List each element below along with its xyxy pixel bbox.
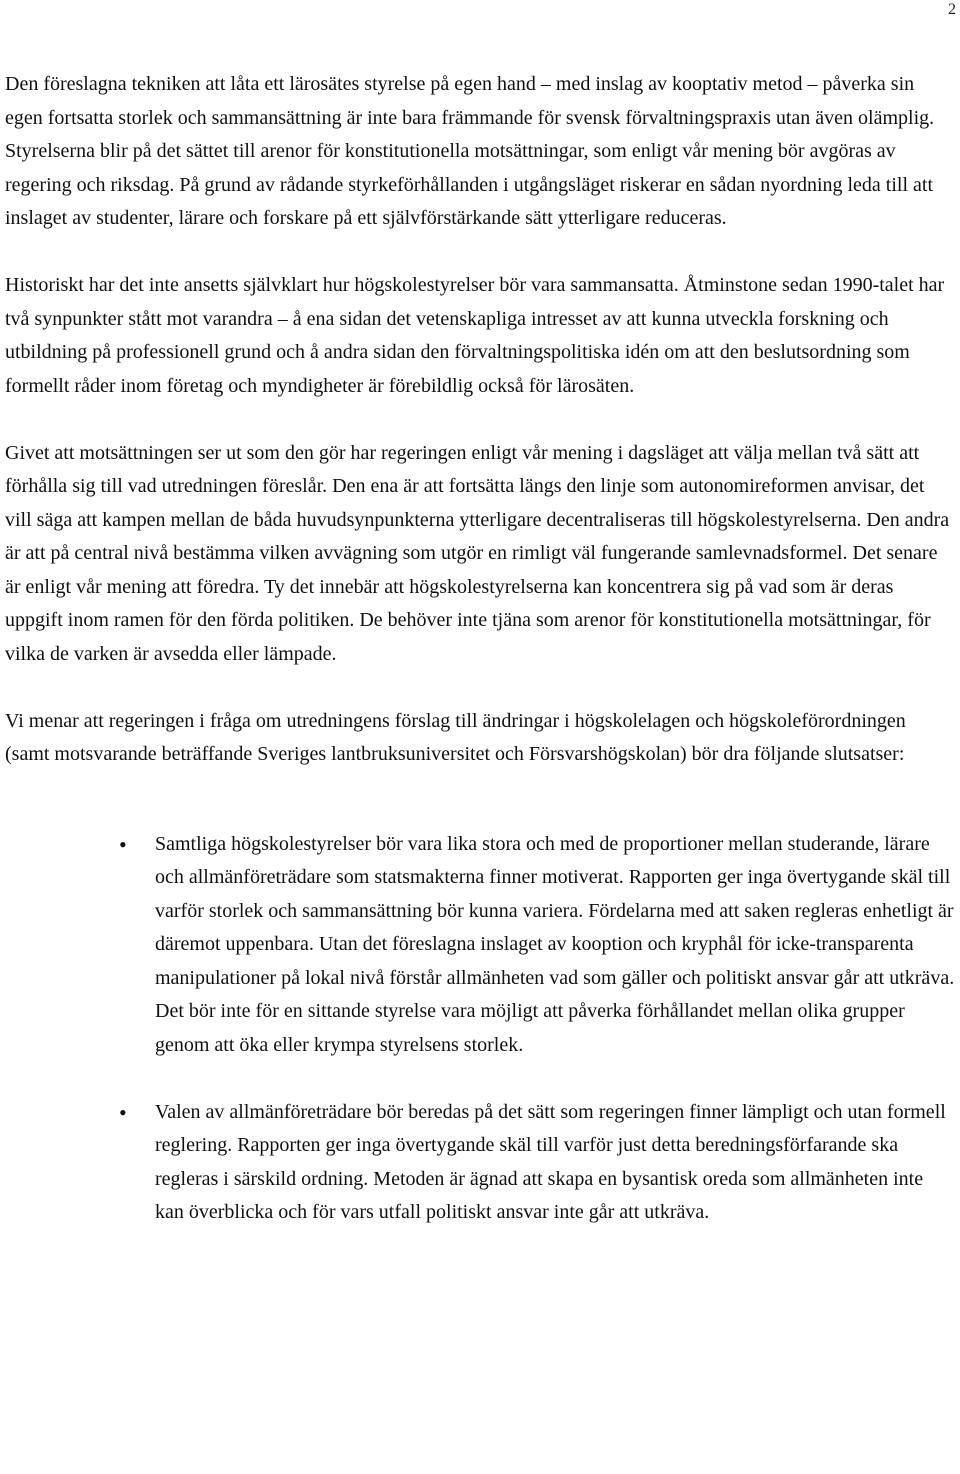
list-item [5, 828, 955, 1063]
list-item [5, 1096, 955, 1230]
bullet-icon: • [119, 831, 127, 857]
paragraph-2: Historiskt har det inte ansetts självklart hur högskolestyrelser bör vara sammansatta. Åtminstone sedan 1990-talet har två synpunkter stått mot varandra – å ena sidan det vetenskapliga intresset av att kunna utveckla forskning och utbildning på professionell grund och å andra sidan den förvaltningspolitiska idén om att den beslutsordning som formellt råder inom företag och myndigheter är förebildlig också för lärosäten. [5, 274, 945, 397]
paragraph-1: Den föreslagna tekniken att låta ett lärosätes styrelse på egen hand – med inslag av kooptativ metod – påverka sin egen fortsatta storlek och sammansättning är inte bara främmande för svensk förvaltningspraxis utan även olämplig. Styrelserna blir på det sättet till arenor för konstitutionella motsättningar, som enligt vår mening bör avgöras av regering och riksdag. På grund av rådande styrkeförhållanden i utgångsläget riskerar en sådan nyordning leda till att inslaget av studenter, lärare och forskare på ett självförstärkande sätt ytterligare reduceras. [5, 73, 935, 229]
list-item-text: Valen av allmänföreträdare bör beredas på det sätt som regeringen finner lämpligt och utan formell reglering. Rapporten ger inga övertygande skäl till varför just detta beredningsförfarande ska regleras i särskild ordning. Metoden är ägnad att skapa en bysantisk oreda som allmänheten inte kan överblicka och för vars utfall politiskt ansvar inte går att utkräva. [155, 1100, 946, 1223]
paragraph-3: Givet att motsättningen ser ut som den gör har regeringen enligt vår mening i dagsläget att välja mellan två sätt att förhålla sig till vad utredningen föreslår. Den ena är att fortsätta längs den linje som autonomireformen anvisar, det vill säga att kampen mellan de båda huvudsynpunkterna ytterligare decentraliseras till högskolestyrelserna. Den andra är att på central nivå bestämma vilken avvägning som utgör en rimligt väl fungerande samlevnadsformel. Det senare är enligt vår mening att föredra. Ty det innebär att högskolestyrelserna kan koncentrera sig på vad som är deras uppgift inom ramen för den förda politiken. De behöver inte tjäna som arenor för konstitutionella motsättningar, för vilka de varken är avsedda eller lämpade. [5, 441, 950, 665]
document-body [5, 68, 955, 1263]
page-number: 2 [948, 1, 956, 18]
conclusions-list [5, 828, 955, 1230]
list-item-text: Samtliga högskolestyrelser bör vara lika stora och med de proportioner mellan studerande, lärare och allmänföreträdare som statsmakterna finner motiverat. Rapporten ger inga övertygande skäl till varför storlek och sammansättning bör kunna variera. Fördelarna med att saken regleras enhetligt är däremot uppenbara. Utan det föreslagna inslaget av kooption och kryphål för icke-transparenta manipulationer på lokal nivå förstår allmänheten vad som gäller och politiskt ansvar går att utkräva. Det bör inte för en sittande styrelse vara möjligt att påverka förhållandet mellan olika grupper genom att öka eller krympa styrelsens storlek. [155, 832, 955, 1056]
paragraph-4: Vi menar att regeringen i fråga om utredningens förslag till ändringar i högskolelagen och högskoleförordningen (samt motsvarande beträffande Sveriges lantbruksuniversitet och Försvarshögskolan) bör dra följande slutsatser: [5, 709, 906, 765]
bullet-icon: • [119, 1099, 127, 1125]
